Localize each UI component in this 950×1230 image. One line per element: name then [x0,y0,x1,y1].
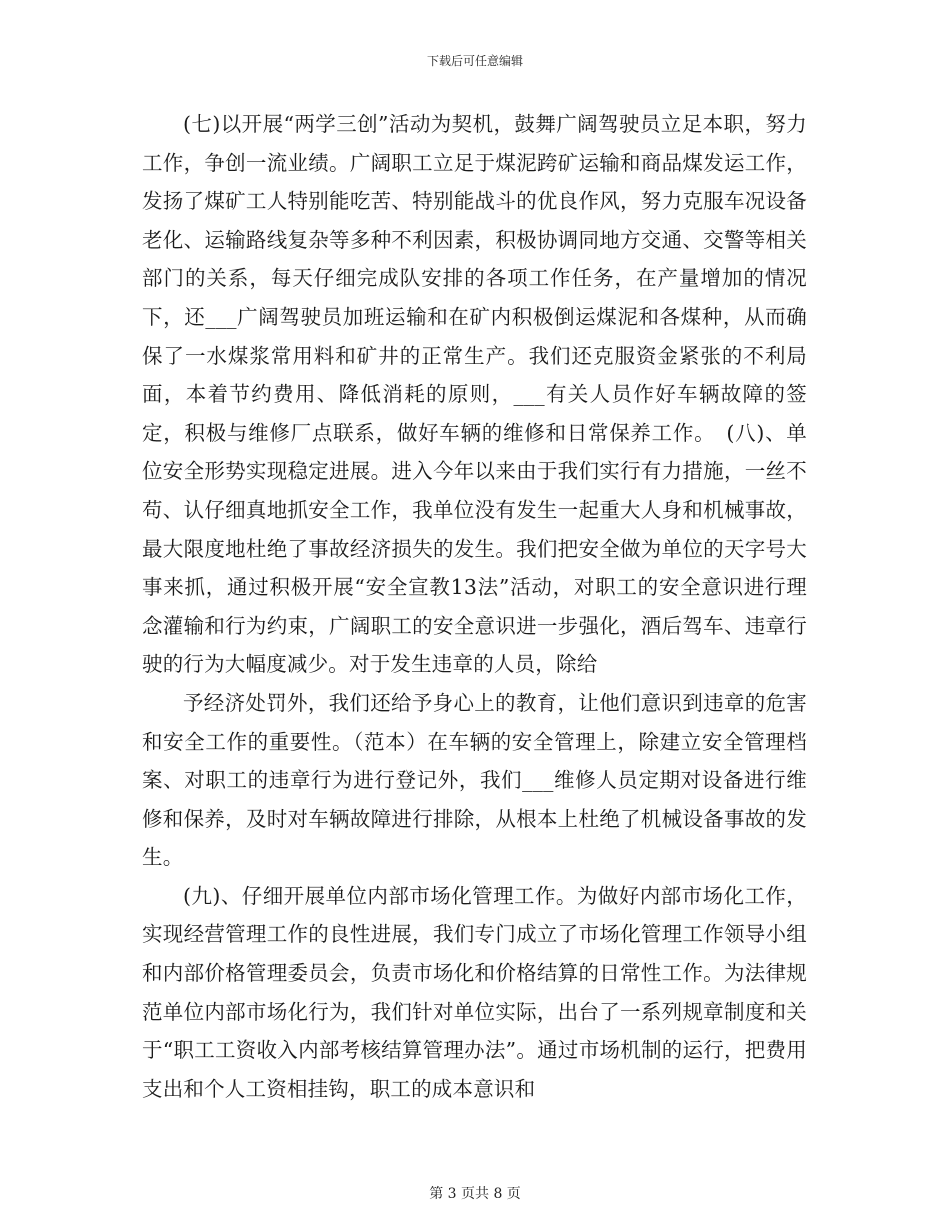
document-body [142,105,807,1108]
page-number-footer: 第 3 页共 8 页 [429,1186,521,1202]
paragraph-nine: (九)、仔细开展单位内部市场化管理工作。为做好内部市场化工作，实现经营管理工作的良性进展，我们专门成立了市场化管理工作领导小组和内部价格管理委员会，负责市场化和价格结算的日常性工作。为法律规范单位内部市场化行为，我们针对单位实际，出台了一系列规章制度和关于“职工工资收入内部考核结算管理办法”。通过市场机制的运行，把费用支出和个人工资相挂钩，职工的成本意识和 [142,883,807,1101]
page-header-note: 下载后可任意编辑 [426,54,523,68]
paragraph-seven: (七)以开展“两学三创”活动为契机，鼓舞广阔驾驶员立足本职，努力工作，争创一流业绩。广阔职工立足于煤泥跨矿运输和商品煤发运工作，发扬了煤矿工人特别能吃苦、特别能战斗的优良作风，努力克服车况设备老化、运输路线复杂等多种不利因素，积极协调同地方交通、交警等相关部门的关系，每天仔细完成队安排的各项工作任务，在产量增加的情况下，还___广阔驾驶员加班运输和在矿内积极倒运煤泥和各煤种，从而确保了一水煤浆常用料和矿井的正常生产。我们还克服资金紧张的不利局面，本着节约费用、降低消耗的原则，___有关人员作好车辆故障的签定，积极与维修厂点联系，做好车辆的维修和日常保养工作。 (八)、单位安全形势实现稳定进展。进入今年以来由于我们实行有力措施，一丝不苟、认仔细真地抓安全工作，我单位没有发生一起重大人身和机械事故，最大限度地杜绝了事故经济损失的发生。我们把安全做为单位的天字号大事来抓，通过积极开展“安全宣教13法”活动，对职工的安全意识进行理念灌输和行为约束，广阔职工的安全意识进一步强化，酒后驾车、违章行驶的行为大幅度减少。对于发生违章的人员，除给 [142,112,807,677]
paragraph-continuation: 予经济处罚外，我们还给予身心上的教育，让他们意识到违章的危害和安全工作的重要性。（范本）在车辆的安全管理上，除建立安全管理档案、对职工的违章行为进行登记外，我们___维修人员定期对设备进行维修和保养，及时对车辆故障进行排除，从根本上杜绝了机械设备事故的发生。 [142,690,807,870]
